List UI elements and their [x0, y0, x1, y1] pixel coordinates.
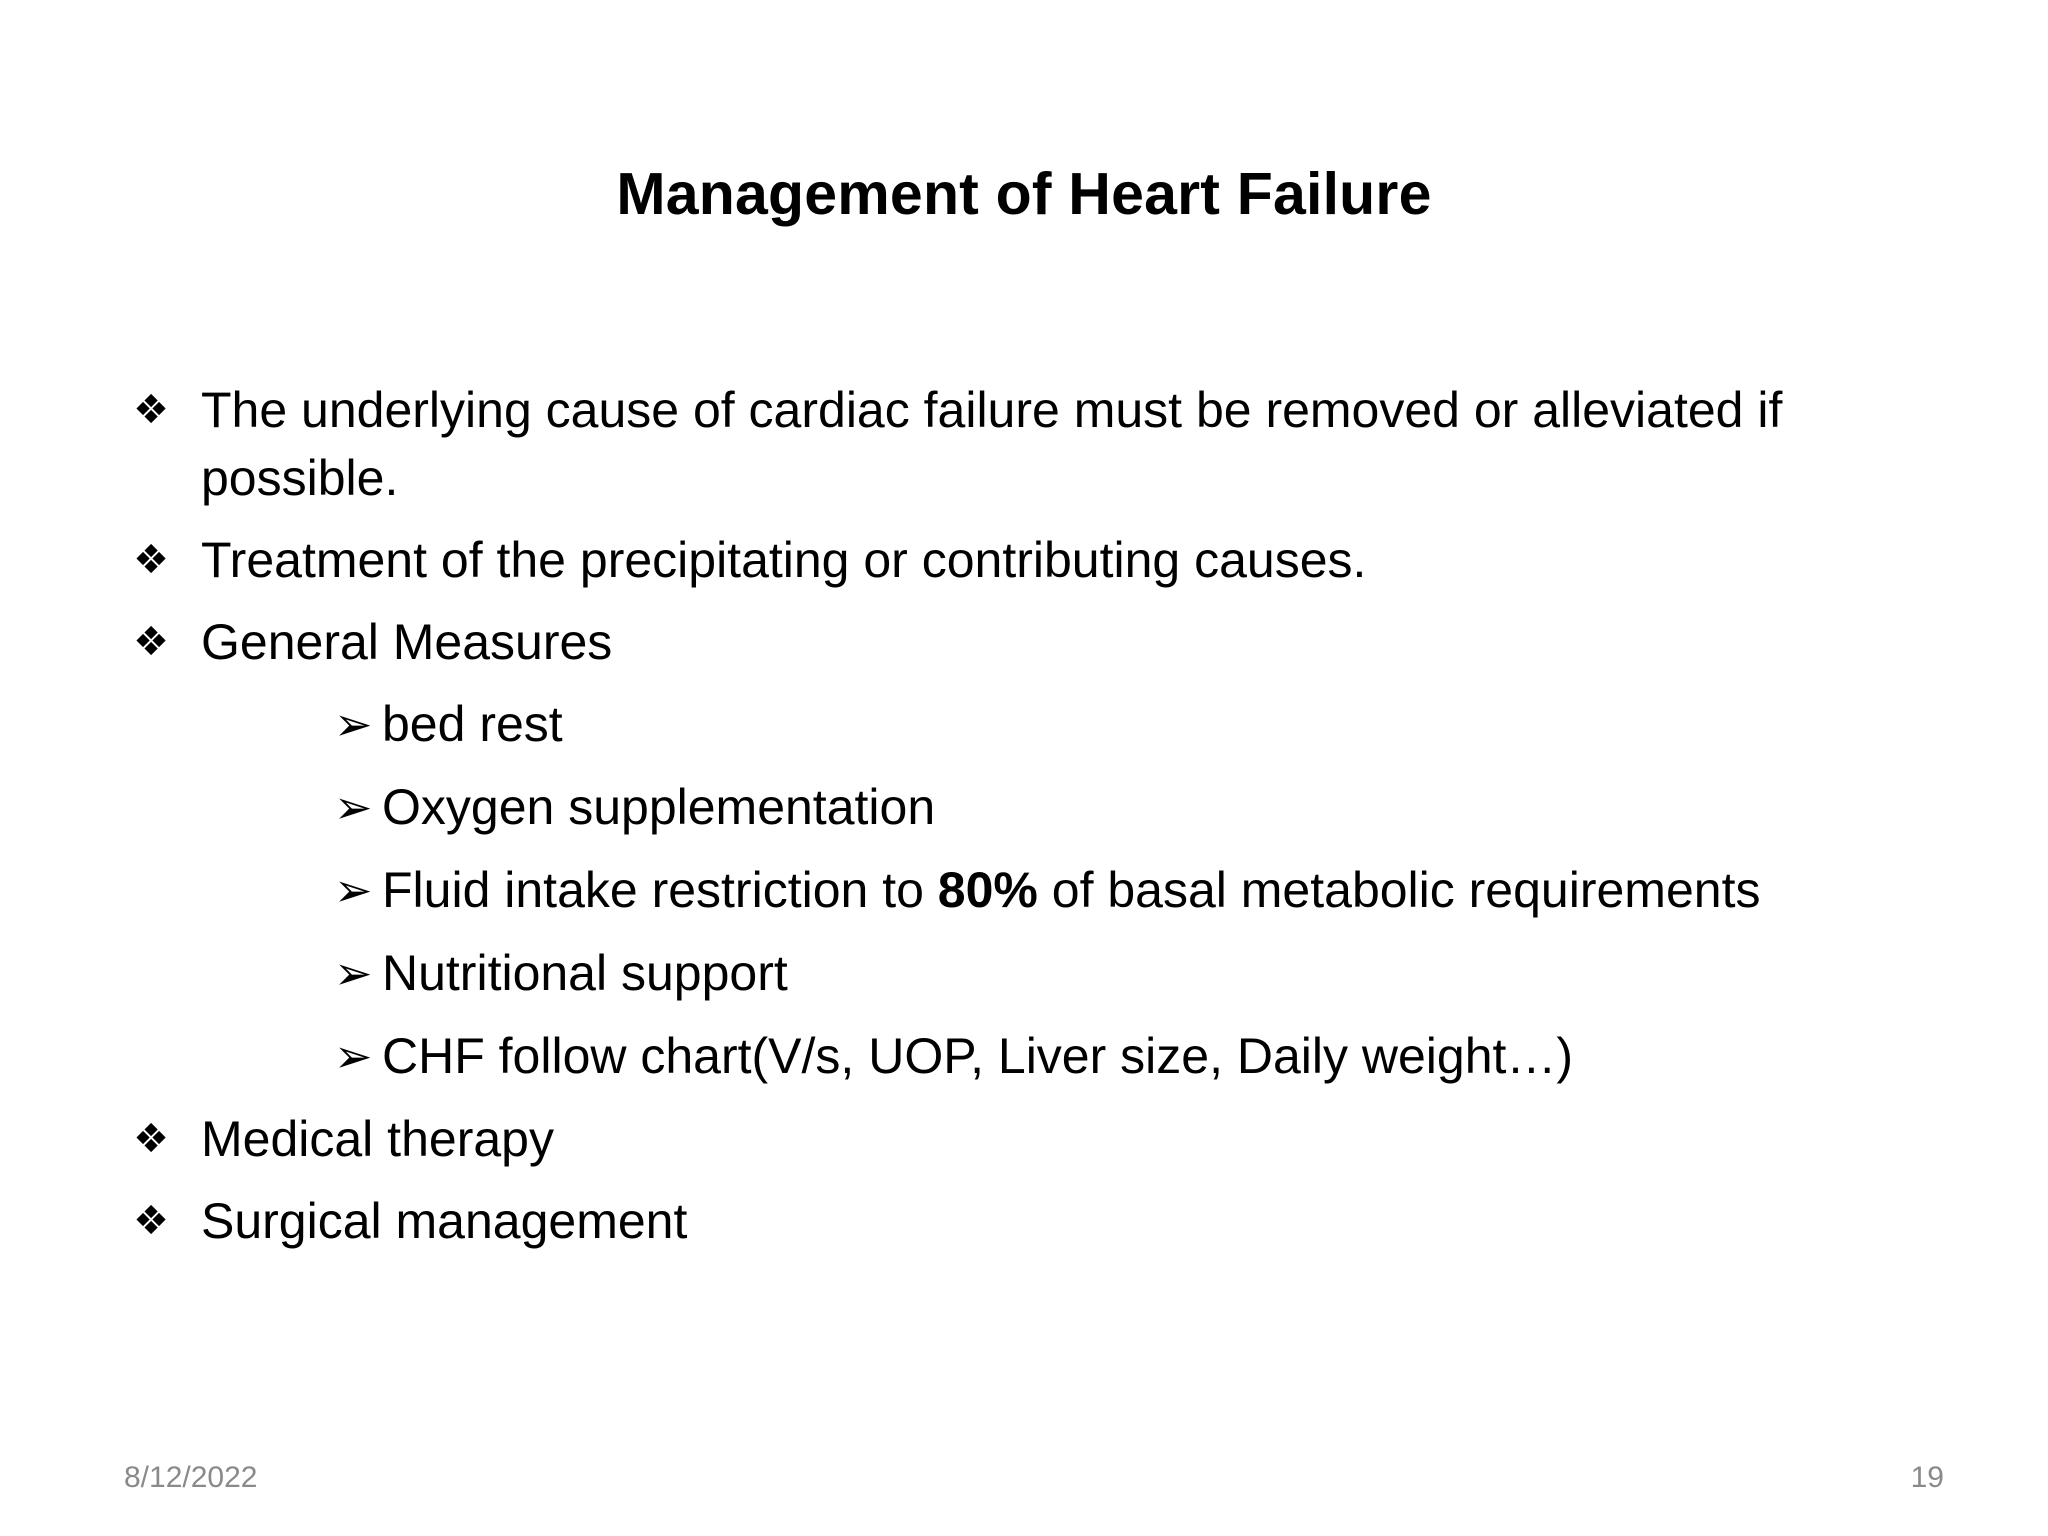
arrow-bullet-icon: ➢ — [334, 698, 373, 750]
arrow-bullet-icon: ➢ — [334, 864, 373, 916]
diamond-bullet-icon: ❖ — [133, 388, 169, 432]
bullet-item — [133, 1187, 688, 1255]
bullet-text: Surgical management — [201, 1193, 688, 1249]
sub-bullet-item — [334, 690, 563, 758]
sub-bullet-text-after: of basal metabolic requirements — [1037, 862, 1761, 918]
bullet-item — [133, 376, 1783, 512]
slide-page-number: 19 — [1910, 1461, 1944, 1494]
sub-bullet-item — [334, 1022, 1574, 1090]
sub-bullet-text: bed rest — [382, 696, 563, 752]
bullet-text: General Measures — [201, 614, 613, 670]
sub-bullet-bold-value: 80% — [937, 862, 1038, 918]
arrow-bullet-icon: ➢ — [334, 1030, 373, 1082]
diamond-bullet-icon: ❖ — [133, 538, 169, 582]
slide-title: Management of Heart Failure — [616, 161, 1432, 227]
bullet-text-line: The underlying cause of cardiac failure must be removed or alleviated if — [201, 382, 1783, 438]
slide-date: 8/12/2022 — [124, 1461, 258, 1494]
bullet-text: Treatment of the precipitating or contributing causes. — [201, 532, 1367, 588]
arrow-bullet-icon: ➢ — [334, 947, 373, 999]
sub-bullet-text: CHF follow chart(V/s, UOP, Liver size, Daily weight…) — [382, 1028, 1574, 1084]
arrow-bullet-icon: ➢ — [334, 781, 373, 833]
sub-bullet-text-before: Fluid intake restriction to — [382, 862, 938, 918]
diamond-bullet-icon: ❖ — [133, 1117, 169, 1161]
sub-bullet-text: Oxygen supplementation — [382, 779, 936, 835]
sub-bullet-item — [334, 773, 936, 841]
diamond-bullet-icon: ❖ — [133, 1199, 169, 1243]
bullet-item — [133, 1105, 554, 1173]
bullet-item — [133, 608, 613, 676]
diamond-bullet-icon: ❖ — [133, 620, 169, 664]
bullet-item — [133, 526, 1367, 594]
bullet-text: Medical therapy — [201, 1111, 554, 1167]
sub-bullet-item — [334, 856, 1761, 924]
sub-bullet-text: Nutritional support — [382, 945, 788, 1001]
sub-bullet-item — [334, 939, 788, 1007]
bullet-text-line: possible. — [201, 450, 399, 506]
